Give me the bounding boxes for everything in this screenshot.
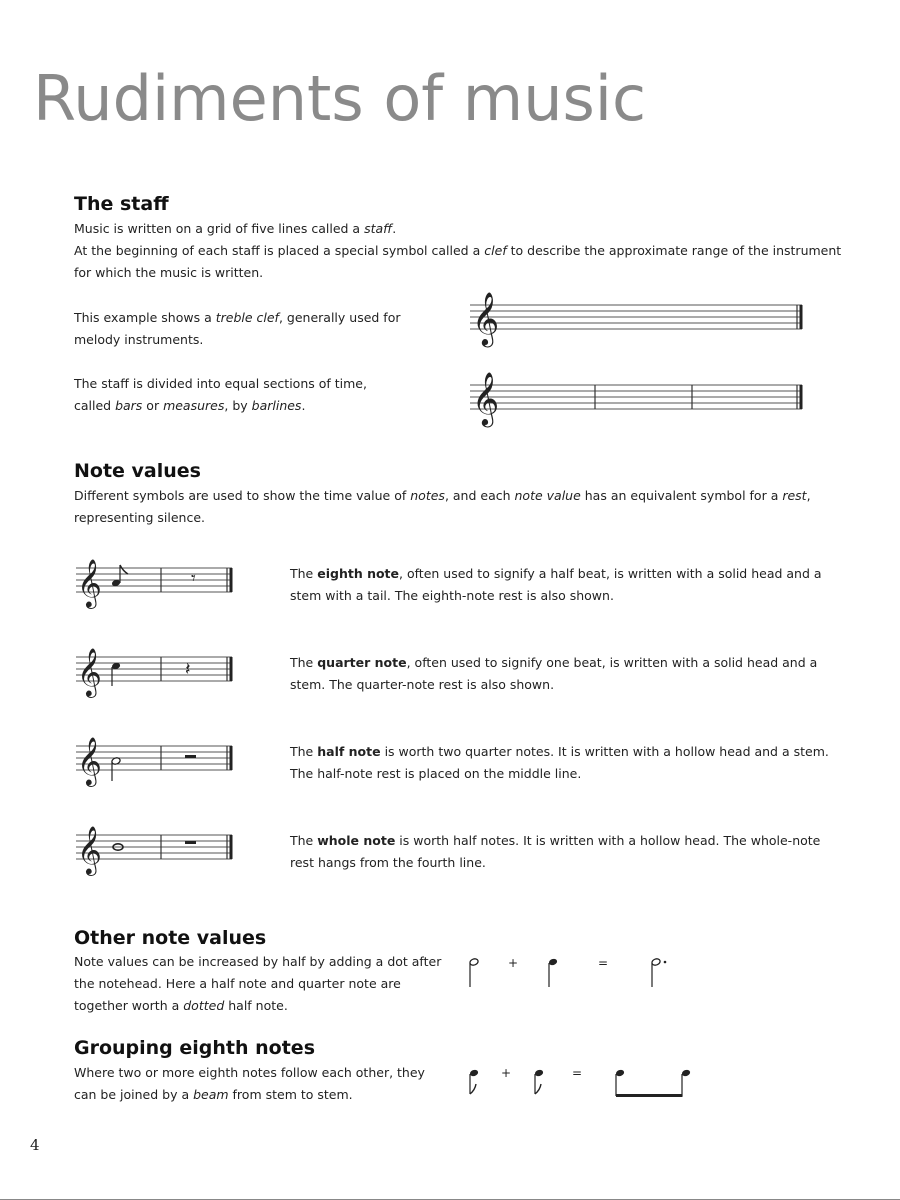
treble-clef-icon: 𝄞	[77, 558, 102, 607]
text-line: melody instruments.	[74, 332, 204, 347]
text-line: This example shows a treble clef, generally used for	[74, 310, 401, 325]
quarter-note-figure	[76, 642, 236, 702]
barlines-staff-figure	[470, 370, 810, 430]
other-values-text	[74, 951, 454, 1017]
eighth-note-flag	[120, 565, 128, 574]
text-line: The quarter note, often used to signify one beat, is written with a solid head and a	[290, 655, 818, 670]
equals-sign: =	[572, 1066, 583, 1080]
equals-sign: =	[598, 956, 609, 970]
text-line: The half-note rest is placed on the middle line.	[290, 766, 582, 781]
dot	[664, 961, 667, 964]
heading-grouping-eighth-notes: Grouping eighth notes	[74, 1037, 316, 1059]
text-line: The eighth note, often used to signify a half beat, is written with a solid head and a	[290, 566, 822, 581]
quarter-note-text	[290, 652, 850, 696]
treble-clef-staff-figure	[470, 290, 810, 350]
text-line: Note values can be increased by half by adding a dot after	[74, 954, 442, 969]
text-line: rest hangs from the fourth line.	[290, 855, 486, 870]
whole-note-figure	[76, 820, 236, 880]
text-line: the notehead. Here a half note and quarter note are	[74, 976, 401, 991]
text-line: can be joined by a beam from stem to stem.	[74, 1087, 353, 1102]
plus-sign: +	[508, 956, 519, 970]
whole-rest-icon	[185, 841, 196, 844]
quarter-rest-icon: 𝄽	[185, 659, 191, 680]
eighth-note-text	[290, 563, 850, 607]
text-line: representing silence.	[74, 510, 205, 525]
treble-clef-icon: 𝄞	[472, 371, 500, 425]
treble-clef-icon: 𝄞	[77, 736, 102, 785]
text-line: stem with a tail. The eighth-note rest is also shown.	[290, 588, 614, 603]
text-line: The staff is divided into equal sections of time,	[74, 376, 367, 391]
half-rest-icon	[185, 755, 196, 758]
heading-the-staff: The staff	[74, 193, 169, 215]
plus-sign: +	[501, 1066, 512, 1080]
staff-intro	[74, 218, 842, 284]
heading-other-note-values: Other note values	[74, 927, 267, 949]
whole-note-text	[290, 830, 850, 874]
staff-lines	[470, 385, 802, 409]
dotted-half-equation	[460, 945, 690, 995]
text-line: for which the music is written.	[74, 265, 264, 280]
text-line: The half note is worth two quarter notes. It is written with a hollow head and a stem.	[290, 744, 829, 759]
treble-clef-icon: 𝄞	[77, 825, 102, 874]
treble-clef-icon: 𝄞	[472, 291, 500, 345]
staff-example1-text	[74, 307, 434, 351]
half-note-figure	[76, 731, 236, 791]
text-line: Music is written on a grid of five lines called a staff.	[74, 221, 397, 236]
beam	[616, 1094, 683, 1097]
text-line: At the beginning of each staff is placed a special symbol called a clef to describe the approximate range of the instrument	[74, 243, 842, 258]
text-line: called bars or measures, by barlines.	[74, 398, 306, 413]
page-title: Rudiments of music	[33, 62, 647, 135]
heading-note-values: Note values	[74, 460, 201, 482]
text-line: together worth a dotted half note.	[74, 998, 288, 1013]
eighth-note-figure	[76, 553, 236, 613]
eighth-rest-icon: 𝄾	[191, 568, 196, 589]
text-line: Where two or more eighth notes follow each other, they	[74, 1065, 425, 1080]
page-number: 4	[30, 1136, 40, 1154]
beamed-eighths-equation	[460, 1060, 700, 1105]
grouping-text	[74, 1062, 454, 1106]
treble-clef-icon: 𝄞	[77, 647, 102, 696]
staff-example2-text	[74, 373, 434, 417]
half-note-text	[290, 741, 850, 785]
text-line: Different symbols are used to show the time value of notes, and each note value has an equivalent symbol for a rest,	[74, 488, 811, 503]
text-line: stem. The quarter-note rest is also shown.	[290, 677, 555, 692]
text-line: The whole note is worth half notes. It is written with a hollow head. The whole-note	[290, 833, 821, 848]
staff-lines	[470, 305, 802, 329]
note-values-intro	[74, 485, 834, 529]
